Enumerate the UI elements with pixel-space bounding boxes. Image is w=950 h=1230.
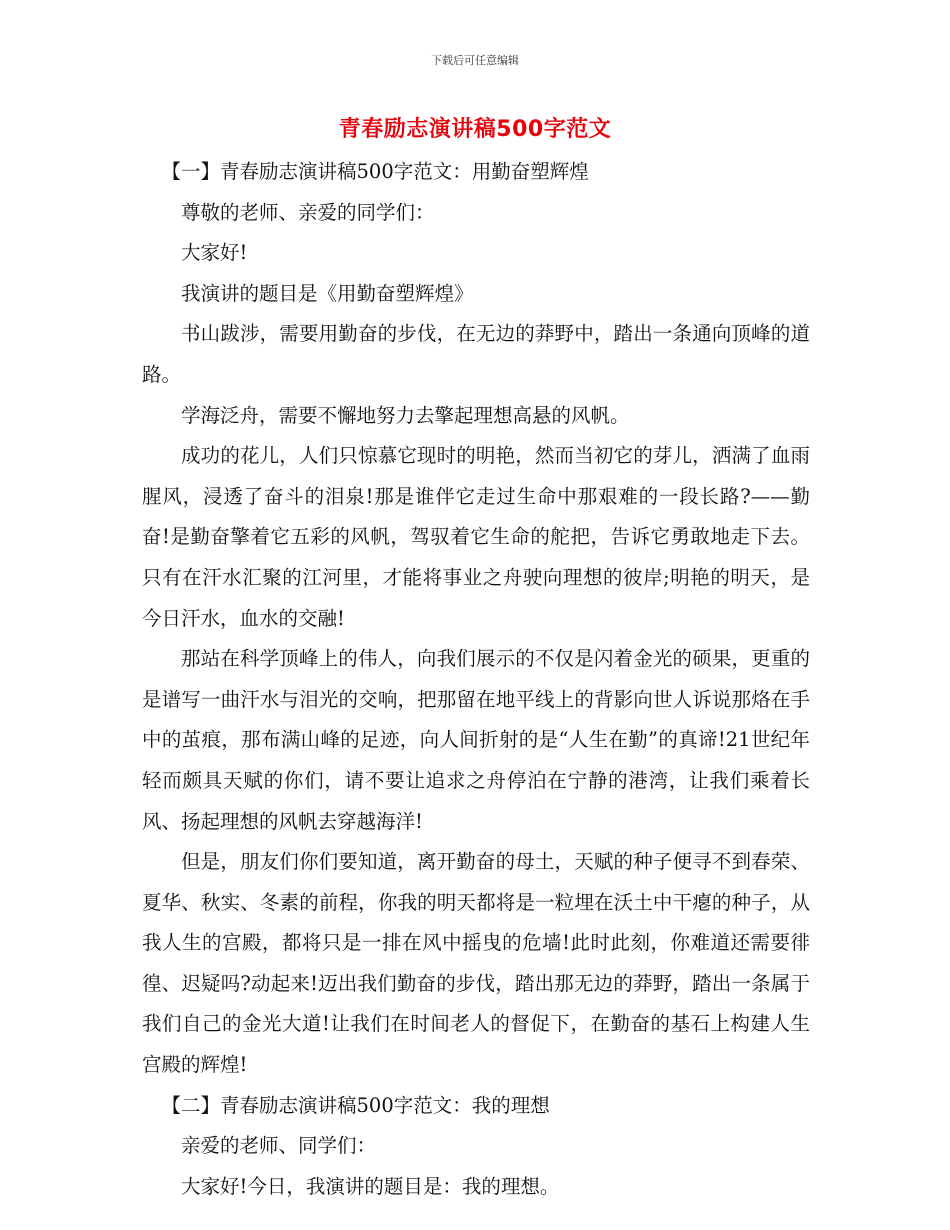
paragraph: 学海泛舟，需要不懈地努力去擎起理想高悬的风帆。 (181, 403, 630, 427)
salutation-2: 亲爱的老师、同学们： (181, 1134, 377, 1158)
paragraph: 但是，朋友们你们要知道，离开勤奋的母土，天赋的种子便寻不到春荣、夏华、秋实、冬素的前程，你我的明天都将是一粒埋在沃土中干瘪的种子，从我人生的宫殿，都将只是一排在风中摇曳的危墙!此时此刻，你难道还需要徘徨、迟疑吗?动起来!迈出我们勤奋的步伐，踏出那无边的莽野，踏出一条属于我们自己的金光大道!让我们在时间老人的督促下，在勤奋的基石上构建人生宫殿的辉煌! (142, 850, 810, 1077)
speech-topic-1: 我演讲的题目是《用勤奋塑辉煌》 (181, 281, 474, 305)
paragraph: 书山跋涉，需要用勤奋的步伐，在无边的莽野中，踏出一条通向顶峰的道路。 (142, 322, 810, 386)
paragraph: 成功的花儿，人们只惊慕它现时的明艳，然而当初它的芽儿，洒满了血雨腥风，浸透了奋斗的泪泉!那是谁伴它走过生命中那艰难的一段长路?——勤奋!是勤奋擎着它五彩的风帆，驾驭着它生命的舵把，告诉它勇敢地走下去。只有在汗水汇聚的江河里，才能将事业之舟驶向理想的彼岸;明艳的明天，是今日汗水，血水的交融! (142, 444, 810, 630)
section-heading-2: 【二】青春励志演讲稿500字范文：我的理想 (161, 1093, 550, 1117)
document-body (142, 152, 810, 1207)
salutation-1: 尊敬的老师、亲爱的同学们： (181, 200, 435, 224)
document-title: 青春励志演讲稿500字范文 (338, 117, 612, 142)
greeting-2: 大家好!今日，我演讲的题目是：我的理想。 (181, 1174, 560, 1198)
paragraph: 那站在科学顶峰上的伟人，向我们展示的不仅是闪着金光的硕果，更重的是谱写一曲汗水与泪光的交响，把那留在地平线上的背影向世人诉说那烙在手中的茧痕，那布满山峰的足迹，向人间折射的是“人生在勤”的真谛!21世纪年轻而颇具天赋的你们，请不要让追求之舟停泊在宁静的港湾，让我们乘着长风、扬起理想的风帆去穿越海洋! (142, 647, 810, 833)
header-note: 下载后可任意编辑 (431, 54, 519, 67)
greeting-1: 大家好! (181, 241, 248, 265)
section-heading-1: 【一】青春励志演讲稿500字范文：用勤奋塑辉煌 (161, 160, 589, 183)
